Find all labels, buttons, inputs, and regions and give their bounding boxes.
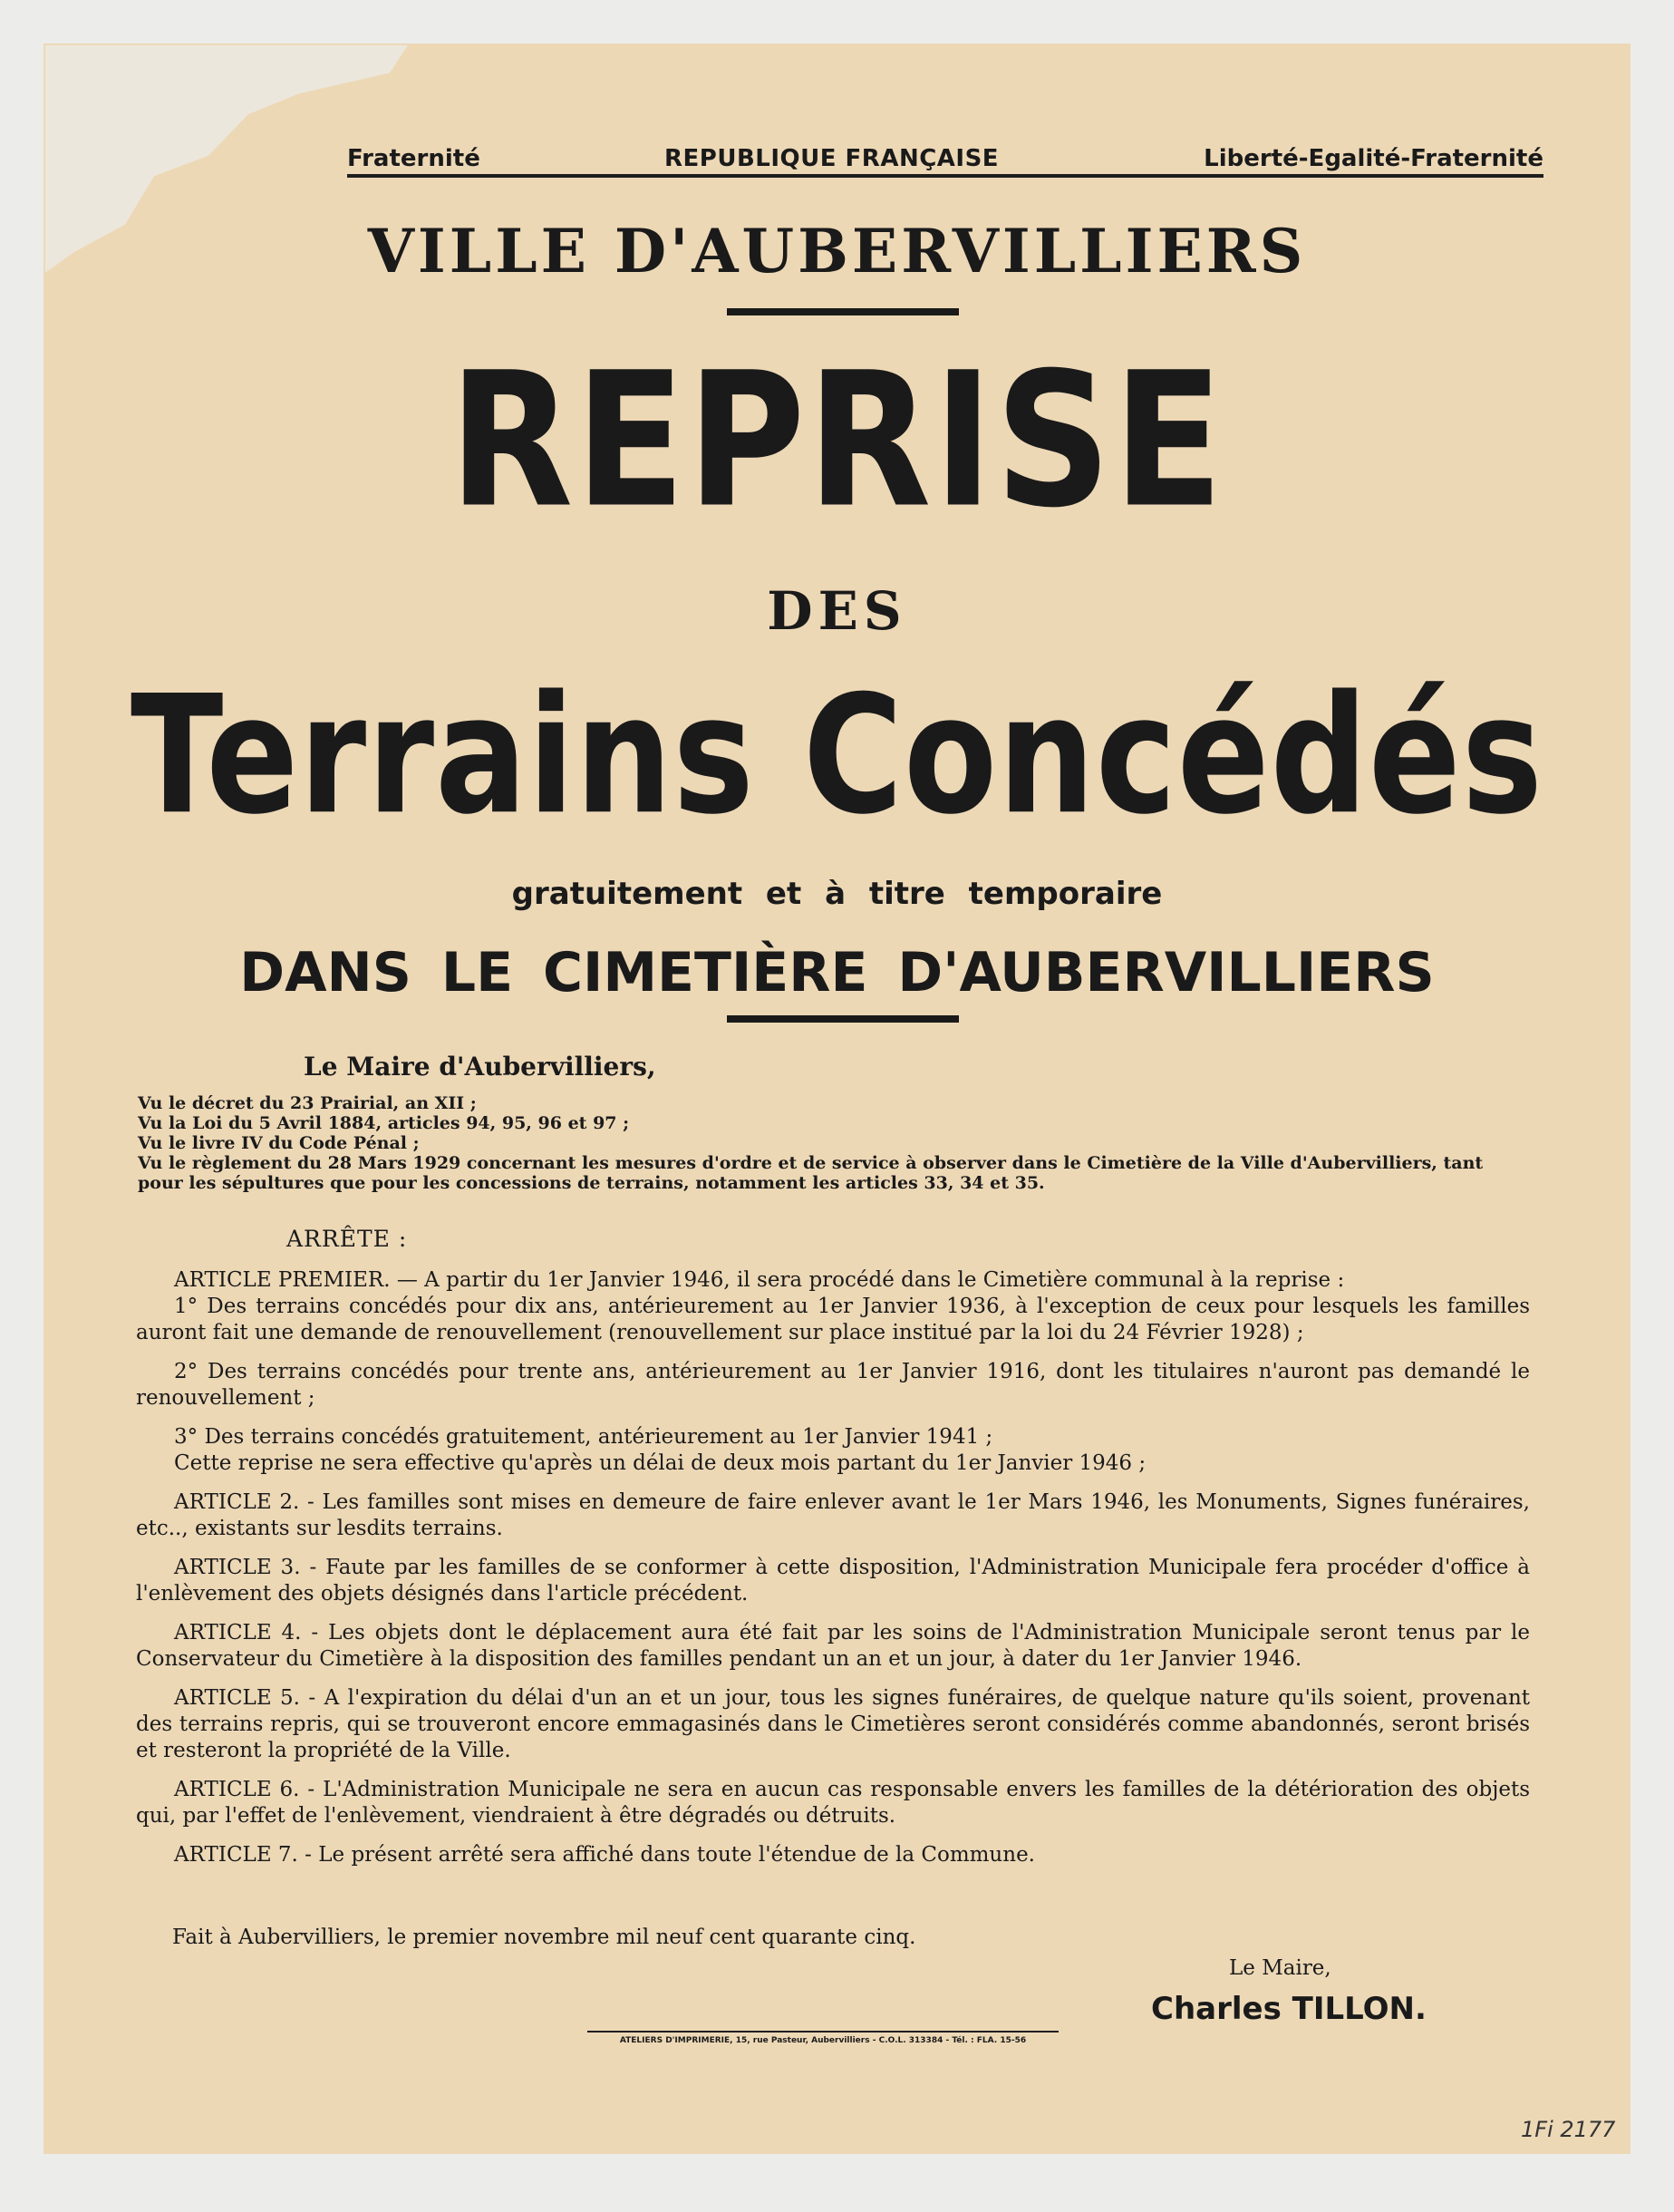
reference-1: Vu le décret du 23 Prairial, an XII ;: [138, 1093, 477, 1113]
title-terrains: Terrains Concédés: [131, 661, 1543, 851]
articles-body: [136, 1267, 1530, 1881]
header-line: [347, 145, 1543, 170]
header-left: Fraternité: [347, 145, 480, 172]
reference-2: Vu la Loi du 5 Avril 1884, articles 94, 95, 96 et 97 ;: [138, 1113, 630, 1133]
article-premier-delay: Cette reprise ne sera effective qu'après un délai de deux mois partant du 1er Janvier 1946 ;: [174, 1451, 1147, 1475]
mayor-line: Le Maire d'Aubervilliers,: [304, 1052, 656, 1082]
signature-name: Charles TILLON.: [1151, 1991, 1427, 2027]
printer-rule: [587, 2031, 1059, 2033]
main-title-reprise: REPRISE: [449, 332, 1225, 548]
place-date-line: Fait à Aubervilliers, le premier novembre mil neuf cent quarante cinq.: [172, 1926, 916, 1949]
city-heading: VILLE D'AUBERVILLIERS: [367, 216, 1307, 286]
article-premier: ARTICLE PREMIER. — A partir du 1er Janvier 1946, il sera procédé dans le Cimetière communal à la reprise :: [174, 1268, 1345, 1292]
article-premier-point-2: 2° Des terrains concédés pour trente ans, antérieurement au 1er Janvier 1916, dont les titulaires n'auront pas demandé le renouvellement ;: [136, 1360, 1530, 1410]
header-rule: [347, 174, 1543, 178]
header-right: Liberté-Egalité-Fraternité: [1204, 145, 1543, 172]
article-premier-point-1: 1° Des terrains concédés pour dix ans, antérieurement au 1er Janvier 1936, à l'exception de ceux pour lesquels les familles auront fait une demande de renouvellement (renouvellement sur place institué par la loi du 24 Février 1928) ;: [136, 1295, 1530, 1344]
article-7: ARTICLE 7. - Le présent arrêté sera affiché dans toute l'étendue de la Commune.: [174, 1843, 1035, 1867]
article-premier-point-3: 3° Des terrains concédés gratuitement, antérieurement au 1er Janvier 1941 ;: [174, 1425, 993, 1449]
printer-imprint: ATELIERS D'IMPRIMERIE, 15, rue Pasteur, Aubervilliers - C.O.L. 313384 - Tél. : FLA. 15-56: [619, 2036, 1027, 2045]
signature-title: Le Maire,: [1229, 1956, 1331, 1980]
title-des: DES: [767, 580, 907, 642]
arrete-heading: ARRÊTE :: [286, 1226, 408, 1252]
reference-4: Vu le règlement du 28 Mars 1929 concernant les mesures d'ordre et de service à observer dans le Cimetière de la Ville d'Aubervilliers, tant pour les sépultures que pour les concessions de terrains, notamment les articles 33, 34 et 35.: [138, 1153, 1484, 1193]
article-3: ARTICLE 3. - Faute par les familles de se conformer à cette disposition, l'Administration Municipale fera procéder d'office à l'enlèvement des objets désignés dans l'article précédent.: [136, 1556, 1530, 1606]
title-location: DANS LE CIMETIÈRE D'AUBERVILLIERS: [239, 941, 1435, 1004]
header-center: REPUBLIQUE FRANÇAISE: [664, 145, 1000, 172]
article-5: ARTICLE 5. - A l'expiration du délai d'un an et un jour, tous les signes funéraires, de quelque nature qu'ils soient, provenant des terrains repris, qui se trouveront encore emmagasinés dans le Cimetières seront considérés comme abandonnés, seront brisés et resteront la propriété de la Ville.: [136, 1686, 1530, 1762]
article-6: ARTICLE 6. - L'Administration Municipale ne sera en aucun cas responsable envers les familles de la détérioration des objets qui, par l'effet de l'enlèvement, viendraient à être dégradés ou détruits.: [136, 1778, 1530, 1828]
article-4: ARTICLE 4. - Les objets dont le déplacement aura été fait par les soins de l'Administration Municipale seront tenus par le Conservateur du Cimetière à la disposition des familles pendant un an et un jour, à dater du 1er Janvier 1946.: [136, 1621, 1530, 1671]
divider-rule-bottom: [727, 1015, 959, 1023]
archive-reference: 1Fi 2177: [1521, 2117, 1616, 2142]
reference-3: Vu le livre IV du Code Pénal ;: [138, 1133, 420, 1153]
divider-rule-top: [727, 308, 959, 315]
article-2: ARTICLE 2. - Les familles sont mises en demeure de faire enlever avant le 1er Mars 1946, les Monuments, Signes funéraires, etc.., existants sur lesdits terrains.: [136, 1490, 1530, 1540]
legal-references: [138, 1093, 1534, 1193]
title-subtitle: gratuitement et à titre temporaire: [511, 876, 1163, 912]
